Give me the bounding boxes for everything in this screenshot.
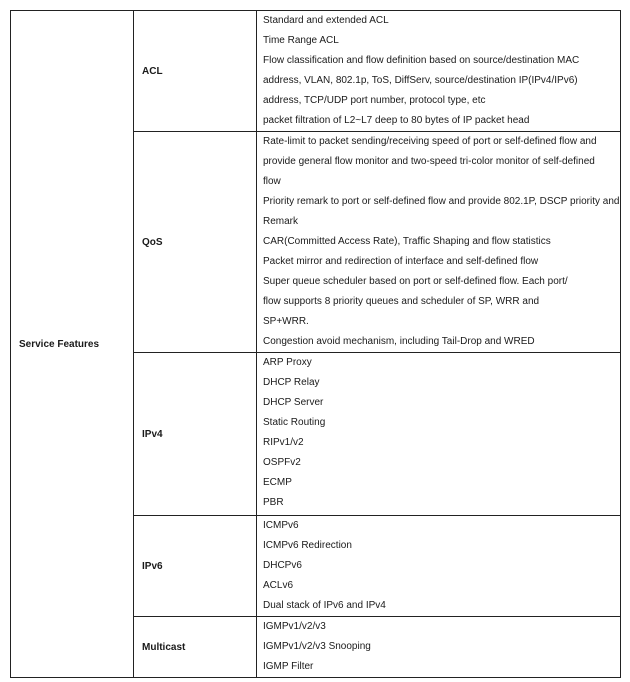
feature-line: CAR(Committed Access Rate), Traffic Shaping and flow statistics (263, 236, 551, 247)
feature-line: Priority remark to port or self-defined flow and provide 802.1P, DSCP priority and (263, 196, 620, 207)
feature-line: packet filtration of L2~L7 deep to 80 bytes of IP packet head (263, 115, 530, 126)
feature-line: Dual stack of IPv6 and IPv4 (263, 600, 386, 611)
feature-line: RIPv1/v2 (263, 437, 304, 448)
feature-line: IGMPv1/v2/v3 (263, 621, 326, 632)
feature-line: SP+WRR. (263, 316, 309, 327)
feature-line: Super queue scheduler based on port or self-defined flow. Each port/ (263, 276, 568, 287)
feature-line: provide general flow monitor and two-speed tri-color monitor of self-defined (263, 156, 595, 167)
section-label: IPv4 (134, 353, 257, 516)
feature-line: Time Range ACL (263, 35, 339, 46)
feature-line: IGMP Filter (263, 661, 314, 672)
table-body (11, 11, 621, 678)
feature-line: Remark (263, 216, 299, 227)
section-features (257, 353, 621, 516)
feature-line: ICMPv6 Redirection (263, 540, 352, 551)
feature-line: Rate-limit to packet sending/receiving speed of port or self-defined flow and (263, 136, 597, 147)
feature-line: PBR (263, 497, 284, 508)
feature-line: ICMPv6 (263, 520, 299, 531)
feature-line: ACLv6 (263, 580, 294, 591)
table-row-acl (11, 11, 621, 132)
feature-line: Packet mirror and redirection of interface and self-defined flow (263, 256, 539, 267)
feature-line: Flow classification and flow definition based on source/destination MAC (263, 55, 580, 66)
feature-line: Congestion avoid mechanism, including Tail-Drop and WRED (263, 336, 535, 347)
feature-line: ARP Proxy (263, 357, 312, 368)
feature-line: Static Routing (263, 417, 326, 428)
feature-line: Standard and extended ACL (263, 15, 389, 26)
section-features (257, 516, 621, 617)
feature-line: DHCPv6 (263, 560, 302, 571)
feature-line: DHCP Relay (263, 377, 320, 388)
feature-line: OSPFv2 (263, 457, 301, 468)
service-features-table (10, 10, 621, 678)
section-label: IPv6 (134, 516, 257, 617)
feature-line: DHCP Server (263, 397, 324, 408)
section-features (257, 132, 621, 353)
category-label: Service Features (11, 11, 134, 678)
section-label: QoS (134, 132, 257, 353)
feature-line: address, TCP/UDP port number, protocol type, etc (263, 95, 486, 106)
feature-line: flow supports 8 priority queues and scheduler of SP, WRR and (263, 296, 540, 307)
feature-line: address, VLAN, 802.1p, ToS, DiffServ, source/destination IP(IPv4/IPv6) (263, 75, 578, 86)
section-features (257, 617, 621, 678)
section-features (257, 11, 621, 132)
section-label: Multicast (134, 617, 257, 678)
feature-line: IGMPv1/v2/v3 Snooping (263, 641, 371, 652)
feature-line: flow (263, 176, 281, 187)
section-label: ACL (134, 11, 257, 132)
feature-line: ECMP (263, 477, 292, 488)
